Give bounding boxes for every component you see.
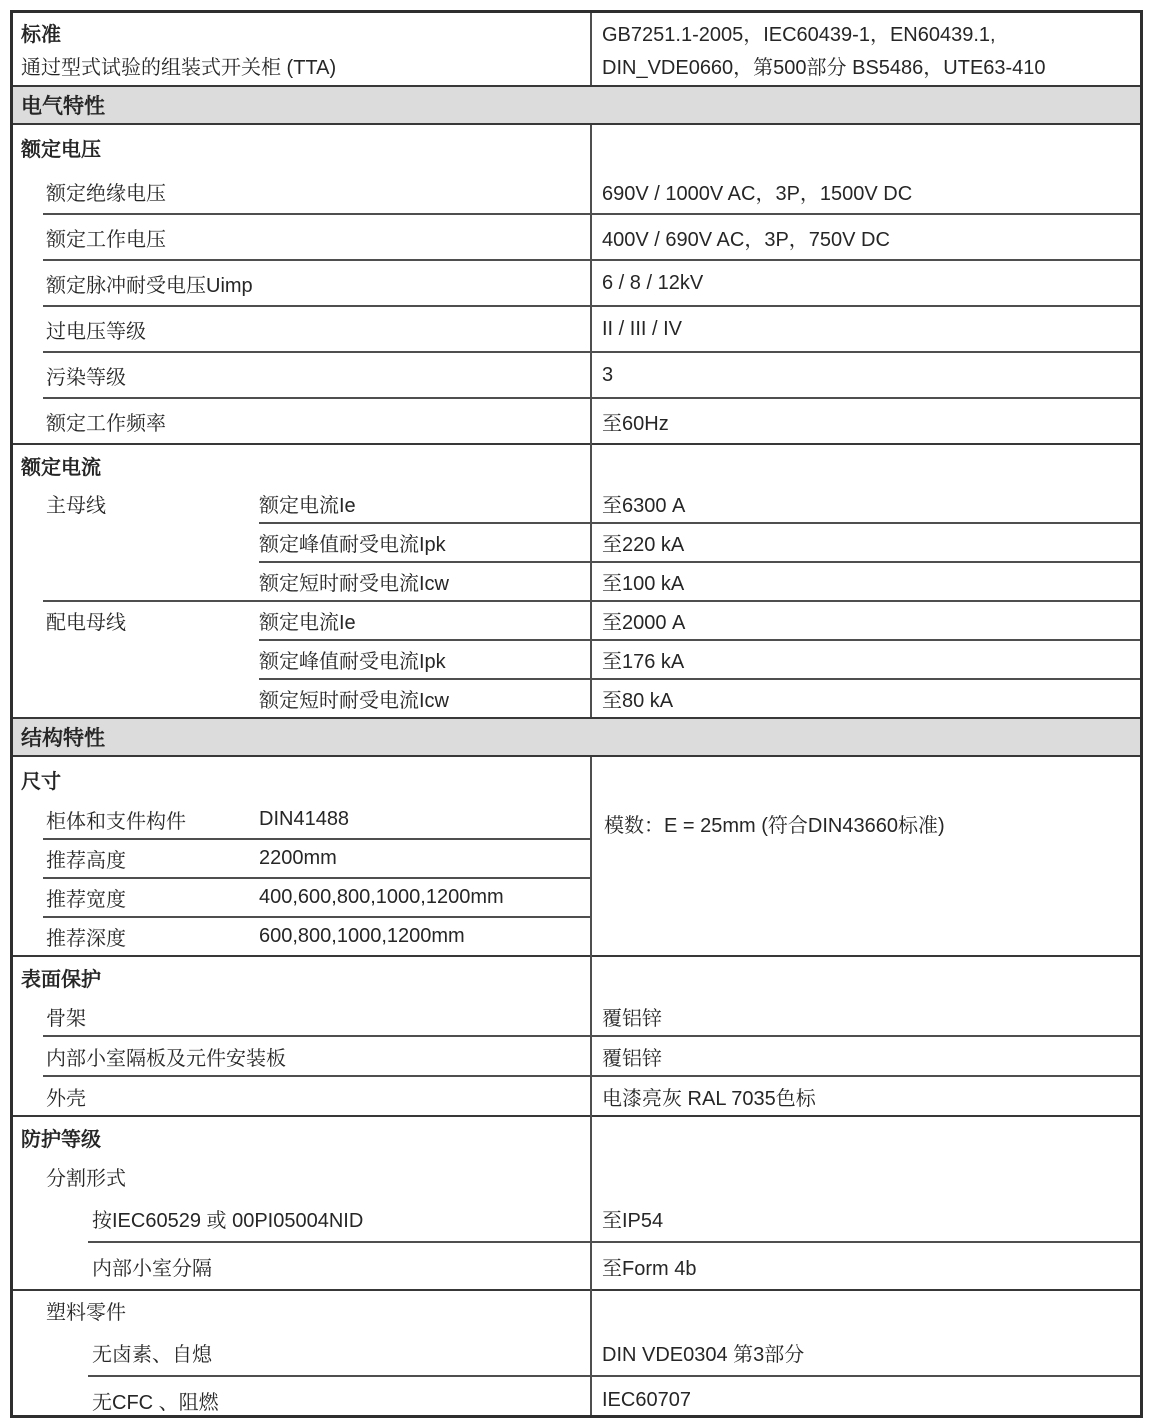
internal-partitions-label: 内部小室隔板及元件安装板 — [46, 1047, 286, 1070]
internal-partitions-value: 覆铝锌 — [602, 1047, 662, 1070]
insulation-voltage-value: 690V / 1000V AC，3P，1500V DC — [602, 182, 913, 205]
row-standards — [13, 13, 1140, 85]
row-pollution-degree — [13, 353, 1140, 397]
recommended-depth-label: 推荐深度 — [46, 928, 126, 950]
distribution-busbar-ie-value: 至2000 A — [602, 612, 686, 634]
row-recommended-depth — [13, 918, 1140, 955]
column-divider — [590, 125, 592, 717]
protection-degree-group-label: 防护等级 — [21, 1128, 101, 1151]
main-busbar-ie-value: 至6300 A — [602, 495, 686, 517]
row-halogen-free — [13, 1329, 1140, 1375]
row-group-rated-voltage — [13, 125, 1140, 169]
main-busbar-ie-label: 额定电流Ie — [259, 495, 356, 517]
rated-frequency-label: 额定工作频率 — [46, 412, 166, 435]
standards-title: 标准 — [21, 24, 61, 46]
dimensions-group-label: 尺寸 — [21, 770, 61, 793]
section-header-structural: 结构特性 — [13, 719, 1140, 755]
row-rated-frequency — [13, 399, 1140, 443]
enclosure-value: 电漆亮灰 RAL 7035色标 — [602, 1087, 816, 1110]
operating-voltage-value: 400V / 690V AC，3P，750V DC — [602, 228, 890, 251]
column-divider — [590, 757, 592, 1415]
row-group-surface-protection — [13, 957, 1140, 997]
row-plastic-parts — [13, 1291, 1140, 1329]
recommended-width-label: 推荐宽度 — [46, 889, 126, 911]
dimensions-module-note: 模数：E = 25mm (符合DIN43660标准) — [604, 815, 945, 837]
main-busbar-label: 主母线 — [46, 495, 106, 517]
row-insulation-voltage — [13, 169, 1140, 213]
operating-voltage-label: 额定工作电压 — [46, 228, 166, 251]
pollution-degree-label: 污染等级 — [46, 366, 126, 389]
row-distribution-busbar-icw — [13, 680, 1140, 717]
rated-voltage-group-label: 额定电压 — [21, 138, 101, 161]
main-busbar-icw-value: 至100 kA — [602, 573, 685, 595]
row-impulse-voltage — [13, 261, 1140, 305]
cfc-free-label: 无CFC 、阻燃 — [92, 1391, 219, 1414]
main-busbar-ipk-value: 至220 kA — [602, 534, 685, 556]
cfc-free-value: IEC60707 — [602, 1388, 691, 1411]
standards-value-line1: GB7251.1-2005，IEC60439-1，EN60439.1, — [602, 24, 996, 46]
rated-frequency-value: 至60Hz — [602, 412, 669, 435]
frame-parts-value: DIN41488 — [259, 808, 350, 830]
recommended-height-label: 推荐高度 — [46, 850, 126, 872]
halogen-free-label: 无卤素、自熄 — [92, 1343, 212, 1366]
halogen-free-value: DIN VDE0304 第3部分 — [602, 1343, 805, 1366]
plastic-parts-label: 塑料零件 — [46, 1301, 126, 1324]
distribution-busbar-ipk-value: 至176 kA — [602, 651, 685, 673]
distribution-busbar-icw-label: 额定短时耐受电流Icw — [259, 690, 449, 712]
distribution-busbar-icw-value: 至80 kA — [602, 690, 674, 712]
frame-parts-label: 柜体和支件构件 — [46, 811, 186, 833]
specification-table — [10, 10, 1143, 1418]
main-busbar-ipk-label: 额定峰值耐受电流Ipk — [259, 534, 446, 556]
row-main-busbar-ie — [13, 485, 1140, 522]
distribution-busbar-ipk-label: 额定峰值耐受电流Ipk — [259, 651, 446, 673]
distribution-busbar-ie-label: 额定电流Ie — [259, 612, 356, 634]
row-ip-rating — [13, 1195, 1140, 1241]
enclosure-label: 外壳 — [46, 1087, 86, 1110]
recommended-width-value: 400,600,800,1000,1200mm — [259, 886, 504, 908]
recommended-depth-value: 600,800,1000,1200mm — [259, 925, 465, 947]
main-busbar-icw-label: 额定短时耐受电流Icw — [259, 573, 449, 595]
row-distribution-busbar-ie — [13, 602, 1140, 639]
row-group-protection-degree — [13, 1117, 1140, 1157]
rated-current-group-label: 额定电流 — [21, 456, 101, 479]
ip-rating-label: 按IEC60529 或 00PI05004NID — [92, 1209, 364, 1232]
surface-protection-group-label: 表面保护 — [21, 968, 101, 991]
row-group-dimensions — [13, 757, 1140, 801]
row-partition-forms — [13, 1157, 1140, 1195]
row-main-busbar-ipk — [13, 524, 1140, 561]
pollution-degree-value: 3 — [602, 363, 614, 386]
row-main-busbar-icw — [13, 563, 1140, 600]
row-internal-separation — [13, 1243, 1140, 1289]
standards-label-cell — [13, 13, 590, 85]
row-recommended-width — [13, 879, 1140, 916]
row-overvoltage-category — [13, 307, 1140, 351]
partition-forms-label: 分割形式 — [46, 1167, 126, 1190]
skeleton-label: 骨架 — [46, 1007, 86, 1030]
ip-rating-value: 至IP54 — [602, 1209, 664, 1232]
row-skeleton — [13, 997, 1140, 1035]
insulation-voltage-label: 额定绝缘电压 — [46, 182, 166, 205]
overvoltage-category-value: II / III / IV — [602, 317, 683, 340]
row-internal-partitions — [13, 1037, 1140, 1075]
standards-value-line2: DIN_VDE0660，第500部分 BS5486，UTE63-410 — [602, 57, 1046, 79]
skeleton-value: 覆铝锌 — [602, 1007, 662, 1030]
recommended-height-value: 2200mm — [259, 847, 337, 869]
row-distribution-busbar-ipk — [13, 641, 1140, 678]
overvoltage-category-label: 过电压等级 — [46, 320, 146, 343]
row-enclosure — [13, 1077, 1140, 1115]
internal-separation-label: 内部小室分隔 — [92, 1257, 212, 1280]
section-header-electrical: 电气特性 — [13, 87, 1140, 123]
column-divider — [590, 13, 592, 85]
standards-value-cell — [590, 13, 1140, 85]
row-operating-voltage — [13, 215, 1140, 259]
row-group-rated-current — [13, 445, 1140, 485]
standards-subtitle: 通过型式试验的组装式开关柜 (TTA) — [21, 57, 337, 79]
row-recommended-height — [13, 840, 1140, 877]
impulse-voltage-value: 6 / 8 / 12kV — [602, 271, 704, 294]
row-frame-parts — [13, 801, 1140, 838]
row-cfc-free — [13, 1377, 1140, 1423]
internal-separation-value: 至Form 4b — [602, 1257, 697, 1280]
distribution-busbar-label: 配电母线 — [46, 612, 126, 634]
impulse-voltage-label: 额定脉冲耐受电压Uimp — [46, 274, 253, 297]
